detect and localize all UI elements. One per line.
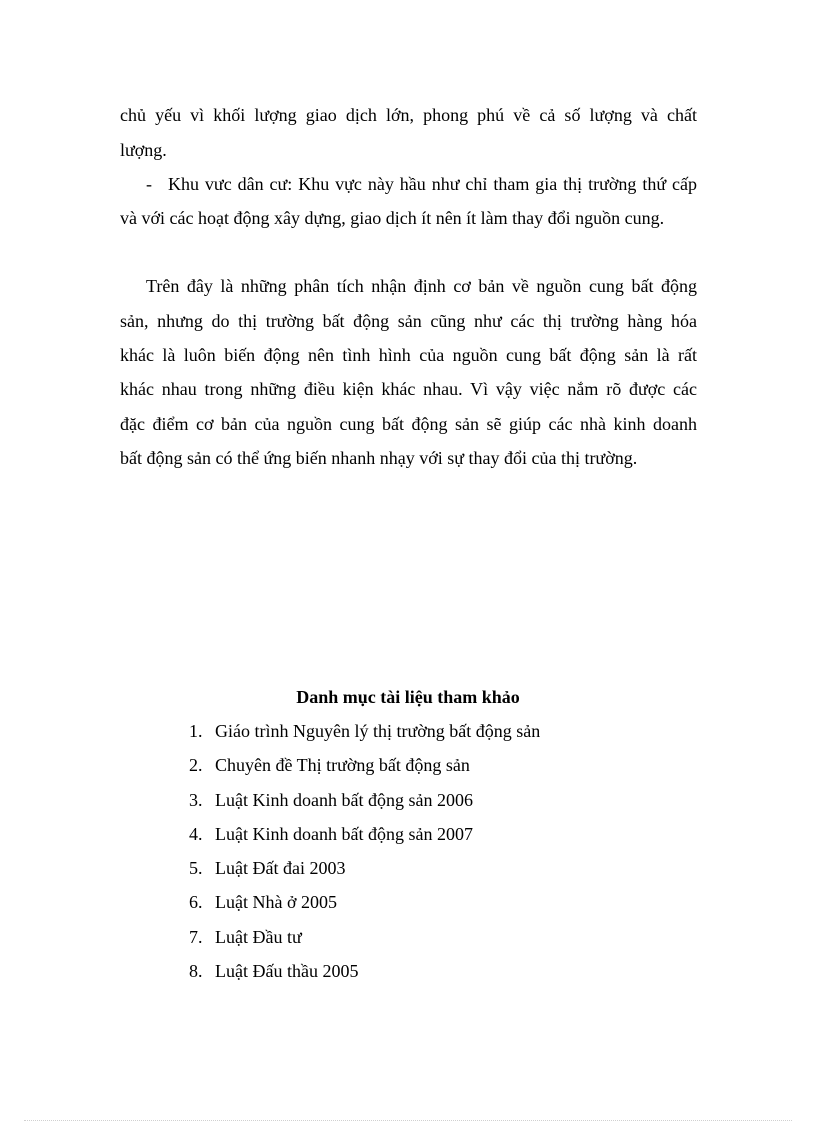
reference-text: Giáo trình Nguyên lý thị trường bất động sản (215, 721, 541, 741)
paragraph-line: khác là luôn biến động nên tình hình của nguồn cung bất động sản là rất (120, 345, 697, 365)
bullet-dash: - (146, 174, 152, 194)
reference-text: Luật Kinh doanh bất động sản 2007 (215, 824, 473, 844)
paragraph-line: Khu vưc dân cư: Khu vực này hầu như chỉ tham gia thị trường thứ cấp (168, 174, 697, 194)
reference-text: Luật Đấu thầu 2005 (215, 961, 359, 981)
paragraph-line: khác nhau trong những điều kiện khác nhau. Vì vậy việc nắm rõ được các (120, 379, 697, 399)
reference-number: 8. (189, 961, 203, 981)
paragraph-line: chủ yếu vì khối lượng giao dịch lớn, phong phú về cả số lượng và chất (120, 105, 697, 125)
page-bottom-divider (24, 1120, 792, 1121)
reference-text: Luật Đất đai 2003 (215, 858, 346, 878)
paragraph-line: và với các hoạt động xây dựng, giao dịch ít nên ít làm thay đổi nguồn cung. (120, 208, 665, 228)
reference-item (189, 753, 470, 777)
reference-text: Luật Nhà ở 2005 (215, 892, 337, 912)
reference-text: Chuyên đề Thị trường bất động sản (215, 755, 470, 775)
reference-number: 2. (189, 755, 203, 775)
paragraph-line: sản, nhưng do thị trường bất động sản cũng như các thị trường hàng hóa (120, 311, 697, 331)
reference-item (189, 925, 302, 949)
reference-text: Luật Đầu tư (215, 927, 302, 947)
paragraph-line: bất động sản có thể ứng biến nhanh nhạy với sự thay đổi của thị trường. (120, 448, 638, 468)
reference-number: 3. (189, 790, 203, 810)
paragraph-line: Trên đây là những phân tích nhận định cơ bản về nguồn cung bất động (146, 276, 697, 296)
paragraph-line: đặc điểm cơ bản của nguồn cung bất động sản sẽ giúp các nhà kinh doanh (120, 414, 697, 434)
reference-item (189, 890, 337, 914)
paragraph-line: lượng. (120, 140, 167, 160)
reference-item (189, 719, 540, 743)
reference-item (189, 856, 345, 880)
reference-number: 4. (189, 824, 203, 844)
reference-number: 1. (189, 721, 203, 741)
reference-number: 7. (189, 927, 203, 947)
references-title: Danh mục tài liệu tham khảo (296, 687, 520, 707)
reference-item (189, 959, 358, 983)
reference-text: Luật Kinh doanh bất động sản 2006 (215, 790, 473, 810)
reference-item (189, 822, 473, 846)
reference-item (189, 788, 473, 812)
reference-number: 6. (189, 892, 203, 912)
reference-number: 5. (189, 858, 203, 878)
